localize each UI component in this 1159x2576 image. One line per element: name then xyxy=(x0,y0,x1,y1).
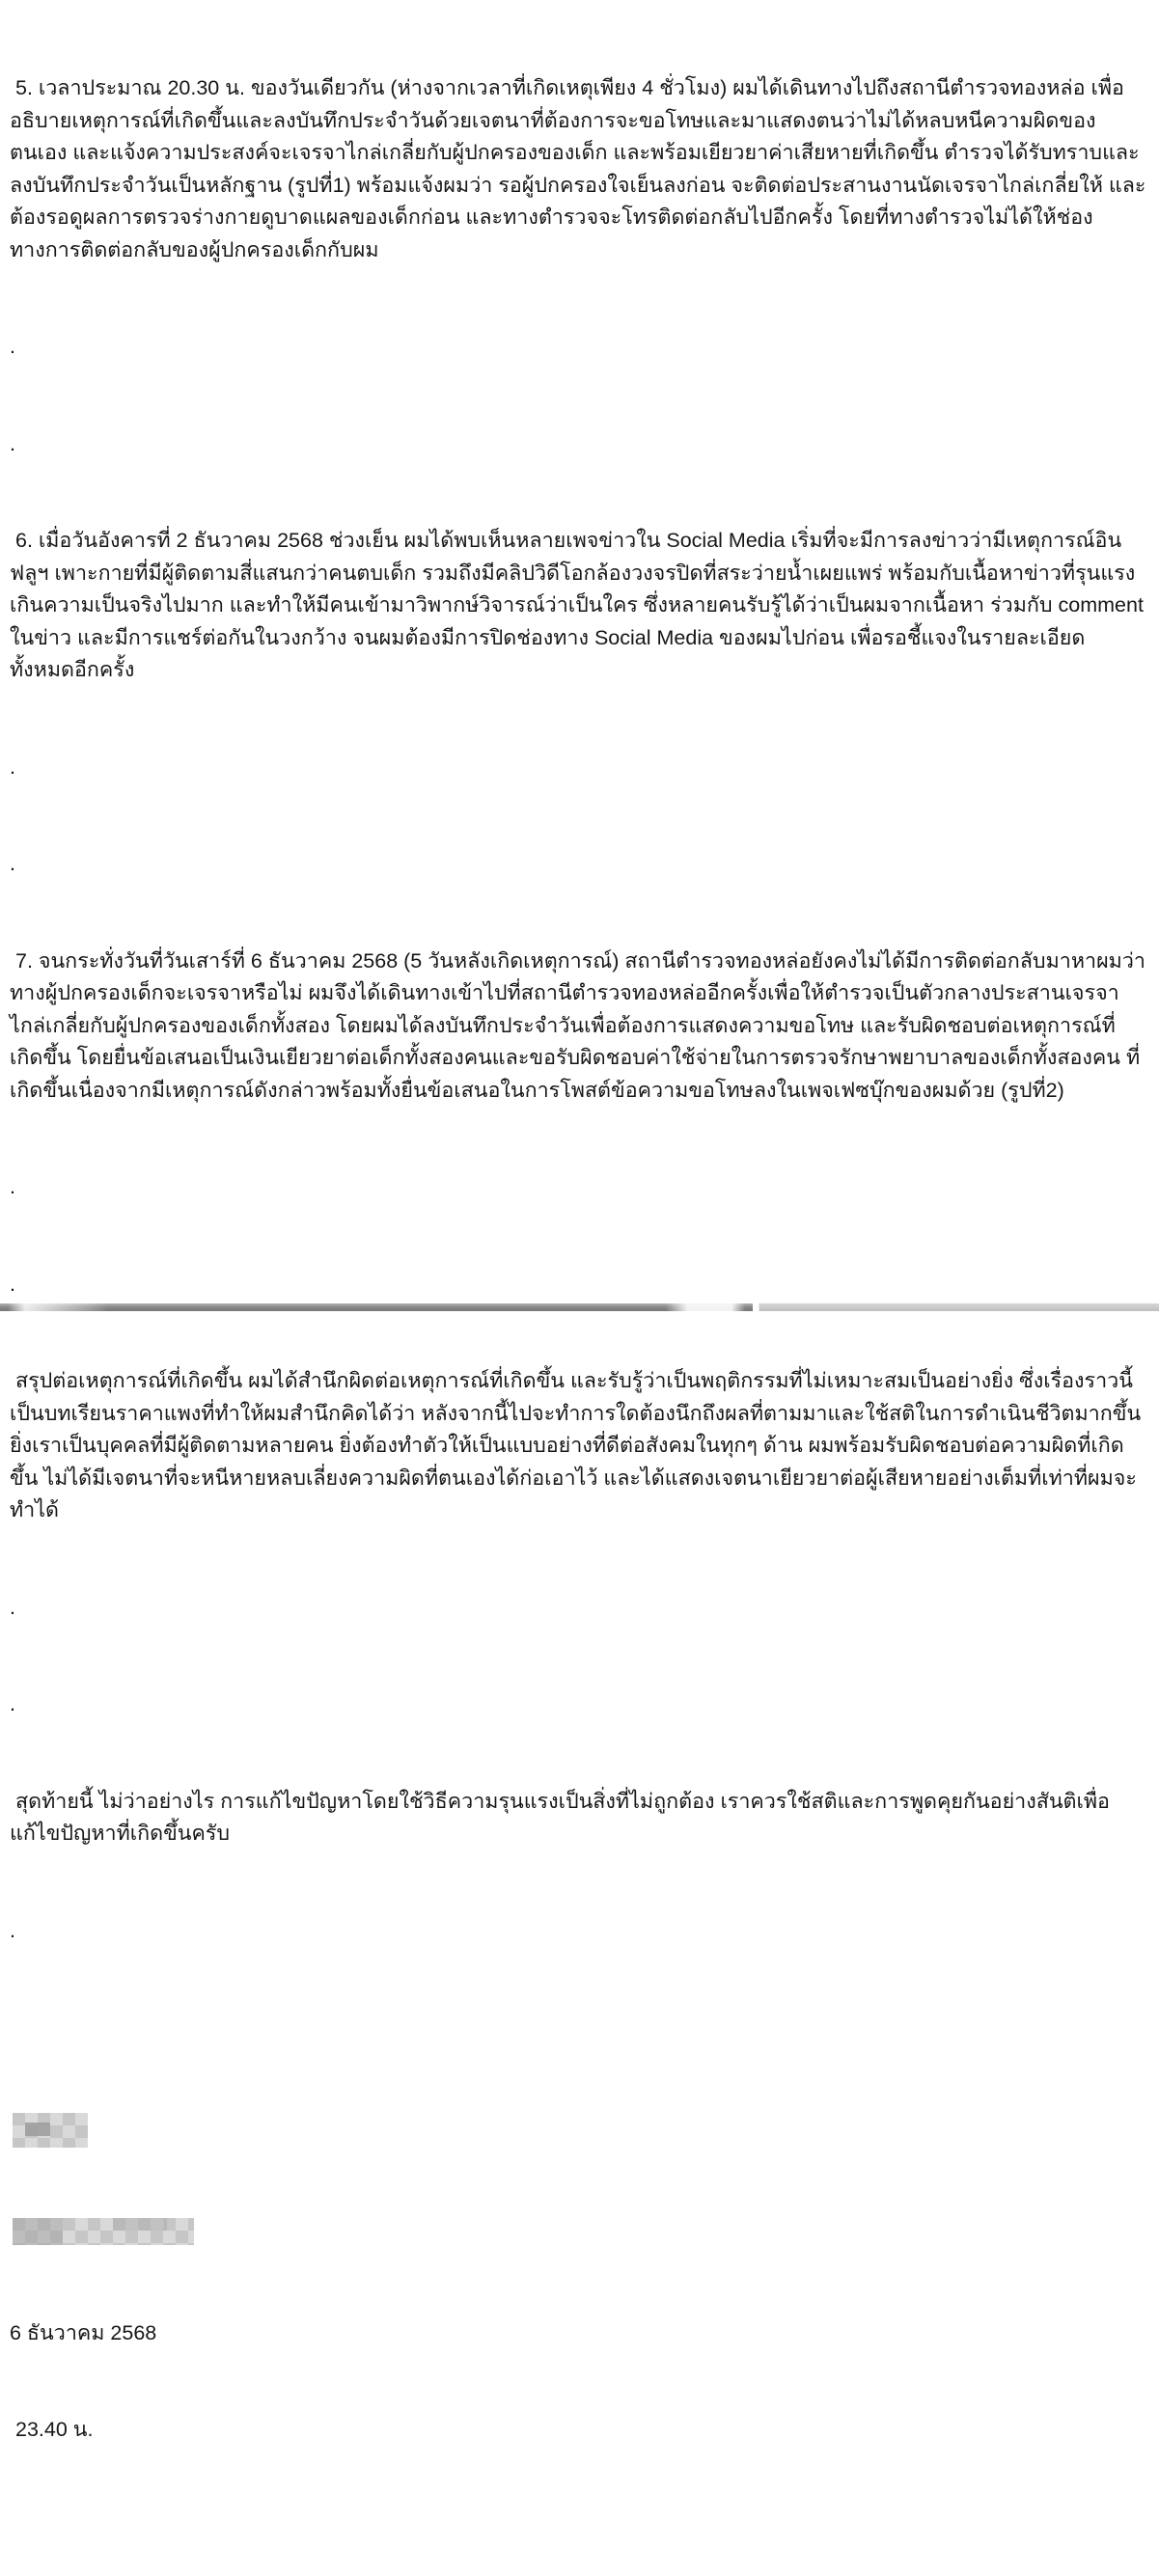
background-window-edge-left[interactable] xyxy=(0,1303,753,1311)
redacted-name-row-2 xyxy=(13,2218,194,2245)
spacer-dot: . xyxy=(10,852,15,875)
spacer-dot: . xyxy=(10,1272,15,1296)
paragraph-6: 6. เมื่อวันอังคารที่ 2 ธันวาคม 2568 ช่วงเย็น ผมได้พบเห็นหลายเพจข่าวใน Social Media เริ่มที่จะมีการลงข่าวว่ามีเหตุการณ์อินฟลูฯ เพาะกายที่มีผู้ติดตามสี่แสนกว่าคนตบเด็ก รวมถึงมีคลิปวิดีโอกล้องวงจรปิดที่สระว่ายน้ำเผยแพร่ พร้อมกับเนื้อหาข่าวที่รุนแรงเกินความเป็นจริงไปมาก และทำให้มีคนเข้ามาวิพากษ์วิจารณ์ว่าเป็นใคร ซึ่งหลายคนรับรู้ได้ว่าเป็นผมจากเนื้อหา ร่วมกับ comment ในข่าว และมีการแชร์ต่อกันในวงกว้าง จนผมต้องมีการปิดช่องทาง Social Media ของผมไปก่อน เพื่อรอชี้แจงในรายละเอียดทั้งหมดอีกครั้ง xyxy=(10,529,1149,681)
spacer-dot: . xyxy=(10,754,15,779)
post-text xyxy=(10,8,1148,2576)
paragraph-closing: สุดท้ายนี้ ไม่ว่าอย่างไร การแก้ไขปัญหาโดยใช้วิธีความรุนแรงเป็นสิ่งที่ไม่ถูกต้อง เราควรใช้สติและการพูดคุยกันอย่างสันติเพื่อแก้ไขปัญหาที่เกิดขึ้นครับ xyxy=(10,1789,1110,1845)
signature-time: 23.40 น. xyxy=(10,2418,94,2441)
redaction-pixel-patch xyxy=(25,2123,50,2136)
redaction-pixel-patch xyxy=(13,2218,63,2245)
signature-block xyxy=(10,2046,1148,2511)
spacer-dot: . xyxy=(10,431,15,455)
spacer-dot: . xyxy=(10,1692,15,1715)
paragraph-summary: สรุปต่อเหตุการณ์ที่เกิดขึ้น ผมได้สำนึกผิดต่อเหตุการณ์ที่เกิดขึ้น และรับรู้ว่าเป็นพฤติกรรมที่ไม่เหมาะสมเป็นอย่างยิ่ง ซึ่งเรื่องราวนี้เป็นบทเรียนราคาแพงที่ทำให้ผมสำนึกคิดได้ว่า หลังจากนี้ไปจะทำการใดต้องนึกถึงผลที่ตามมาและใช้สติในการดำเนินชีวิตมากขึ้น ยิ่งเราเป็นบุคคลที่มีผู้ติดตามหลายคน ยิ่งต้องทำตัวให้เป็นแบบอย่างที่ดีต่อสังคมในทุกๆ ด้าน ผมพร้อมรับผิดชอบต่อความผิดที่เกิดขึ้น ไม่ได้มีเจตนาที่จะหนีหายหลบเลี่ยงความผิดที่ตนเองได้ก่อเอาไว้ และได้แสดงเจตนาเยียวยาต่อผู้เสียหายอย่างเต็มที่เท่าที่ผมจะทำได้ xyxy=(10,1369,1147,1521)
spacer-dot: . xyxy=(10,335,15,358)
spacer-dot: . xyxy=(10,1918,15,1942)
signature-date: 6 ธันวาคม 2568 xyxy=(10,2320,157,2344)
background-window-edge-right[interactable] xyxy=(759,1303,1159,1311)
spacer-dot: . xyxy=(10,1175,15,1198)
redacted-name-row-1 xyxy=(13,2113,88,2148)
redaction-pixel-patch xyxy=(113,2218,167,2231)
spacer-dot: . xyxy=(10,1595,15,1619)
paragraph-7: 7. จนกระทั่งวันที่วันเสาร์ที่ 6 ธันวาคม 2568 (5 วันหลังเกิดเหตุการณ์) สถานีตำรวจทองหล่อยังคงไม่ได้มีการติดต่อกลับมาหาผมว่าทางผู้ปกครองเด็กจะเจรจาหรือไม่ ผมจึงได้เดินทางเข้าไปที่สถานีตำรวจทองหล่ออีกครั้งเพื่อให้ตำรวจเป็นตัวกลางประสานเจรจาไกล่เกลี่ยกับผู้ปกครองของเด็กทั้งสอง โดยผมได้ลงบันทึกประจำวันเพื่อต้องการแสดงความขอโทษ และรับผิดชอบต่อเหตุการณ์ที่เกิดขึ้น โดยยื่นข้อเสนอเป็นเงินเยียวยาต่อเด็กทั้งสองคนและขอรับผิดชอบค่าใช้จ่ายในการตรวจรักษาพยาบาลของเด็กทั้งสองคน ที่เกิดขึ้นเนื่องจากมีเหตุการณ์ดังกล่าวพร้อมทั้งยื่นข้อเสนอในการโพสต์ข้อความขอโทษลงในเพจเฟซบุ๊กของผมด้วย (รูปที่2) xyxy=(10,948,1145,1102)
paragraph-5: 5. เวลาประมาณ 20.30 น. ของวันเดียวกัน (ห่างจากเวลาที่เกิดเหตุเพียง 4 ชั่วโมง) ผมได้เดินทางไปถึงสถานีตำรวจทองหล่อ เพื่ออธิบายเหตุการณ์ที่เกิดขึ้นและลงบันทึกประจำวันด้วยเจตนาที่ต้องการจะขอโทษและมาแสดงตนว่าไม่ได้หลบหนีความผิดของตนเอง และแจ้งความประสงค์จะเจรจาไกล่เกลี่ยกับผู้ปกครองของเด็ก และพร้อมเยียวยาค่าเสียหายที่เกิดขึ้น ตำรวจได้รับทราบและลงบันทึกประจำวันเป็นหลักฐาน (รูปที่1) พร้อมแจ้งผมว่า รอผู้ปกครองใจเย็นลงก่อน จะติดต่อประสานงานนัดเจรจาไกล่เกลี่ยให้ และต้องรอดูผลการตรวจร่างกายดูบาดแผลของเด็กก่อน และทางตำรวจจะโทรติดต่อกลับไปอีกครั้ง โดยที่ทางตำรวจไม่ได้ให้ช่องทางการติดต่อกลับของผู้ปกครองเด็กกับผม xyxy=(10,76,1146,261)
